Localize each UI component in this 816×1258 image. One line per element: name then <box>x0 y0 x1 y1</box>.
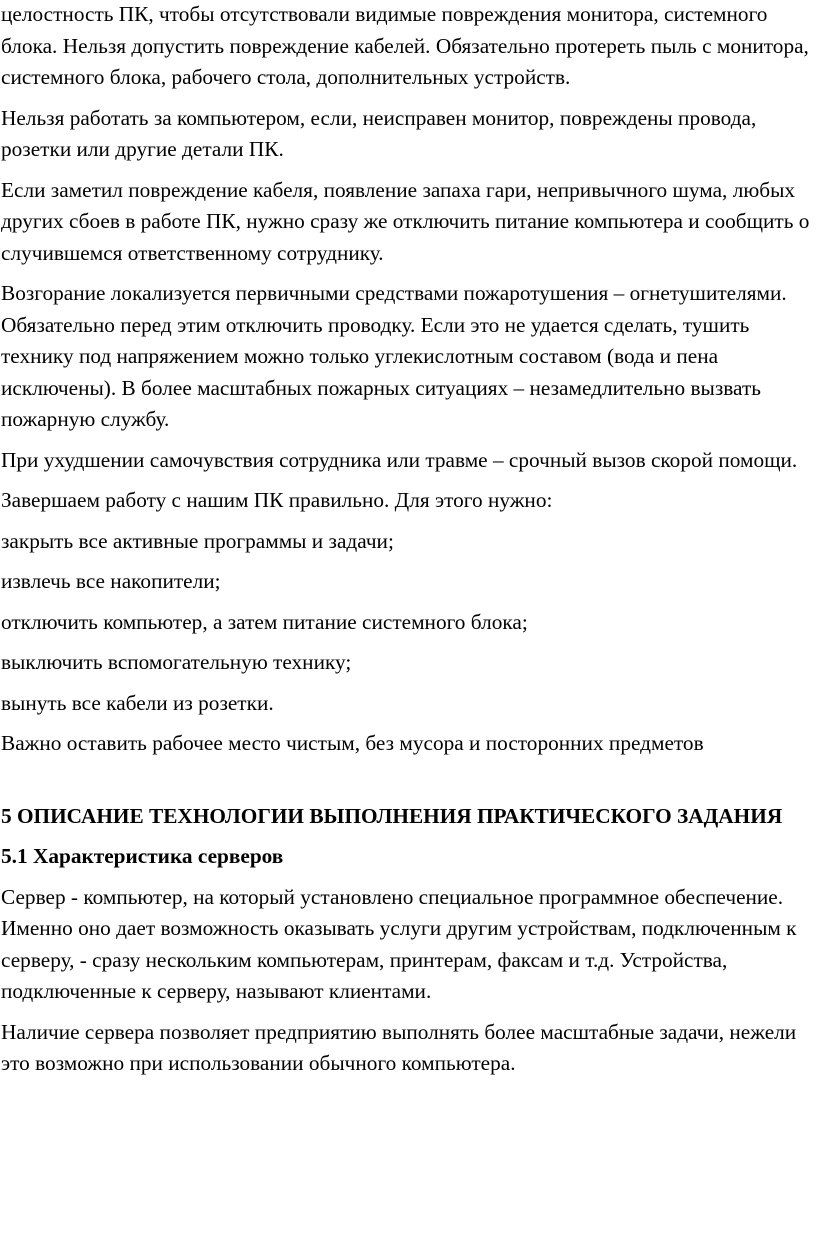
list-item-turn-off-peripherals: выключить вспомогательную технику; <box>1 650 352 674</box>
paragraph-fire: Возгорание локализуется первичными средствами пожаротушения – огнетушителями. Обязательно перед этим отключить проводку. Если это не удается сделать, тушить технику под напряжением можно только углекислотным составом (вода и пена исключены). В более масштабных пожарных ситуациях – незамедлительно вызвать пожарную службу. <box>1 281 787 431</box>
section-heading: 5 ОПИСАНИЕ ТЕХНОЛОГИИ ВЫПОЛНЕНИЯ ПРАКТИЧЕСКОГО ЗАДАНИЯ <box>1 803 783 828</box>
subsection-heading: 5.1 Характеристика серверов <box>1 844 284 868</box>
paragraph-server-definition: Сервер - компьютер, на который установлено специальное программное обеспечение. Именно оно дает возможность оказывать услуги другим устройствам, подключенным к серверу, - сразу нескольким компьютерам, принтерам, факсам и т.д. Устройства, подключенные к серверу, называют клиентами. <box>1 884 797 1003</box>
list-item-close-programs: закрыть все активные программы и задачи; <box>1 528 394 553</box>
document-body <box>1 0 813 1089</box>
list-item-remove-drives: извлечь все накопители; <box>1 569 221 593</box>
paragraph-clean-workplace: Важно оставить рабочее место чистым, без мусора и посторонних предметов <box>1 731 704 755</box>
paragraph-cable-damage: Если заметил повреждение кабеля, появление запаха гари, непривычного шума, любых других сбоев в работе ПК, нужно сразу же отключить питание компьютера и сообщить о случившемся ответственному сотруднику. <box>1 177 810 265</box>
list-item-unplug-cables: вынуть все кабели из розетки. <box>1 690 274 715</box>
paragraph-server-benefits: Наличие сервера позволяет предприятию выполнять более масштабные задачи, нежели это возможно при использовании обычного компьютера. <box>1 1019 797 1075</box>
paragraph-shutdown-intro: Завершаем работу с нашим ПК правильно. Для этого нужно: <box>1 488 553 512</box>
paragraph-pc-integrity: целостность ПК, чтобы отсутствовали видимые повреждения монитора, системного блока. Нельзя допустить повреждение кабелей. Обязательно протереть пыль с монитора, системного блока, рабочего стола, дополнительных устройств. <box>1 2 809 89</box>
paragraph-health: При ухудшении самочувствия сотрудника или травме – срочный вызов скорой помощи. <box>1 447 798 472</box>
list-item-turn-off-pc: отключить компьютер, а затем питание системного блока; <box>1 609 528 634</box>
paragraph-do-not-work: Нельзя работать за компьютером, если, неисправен монитор, повреждены провода, розетки или другие детали ПК. <box>1 105 757 161</box>
